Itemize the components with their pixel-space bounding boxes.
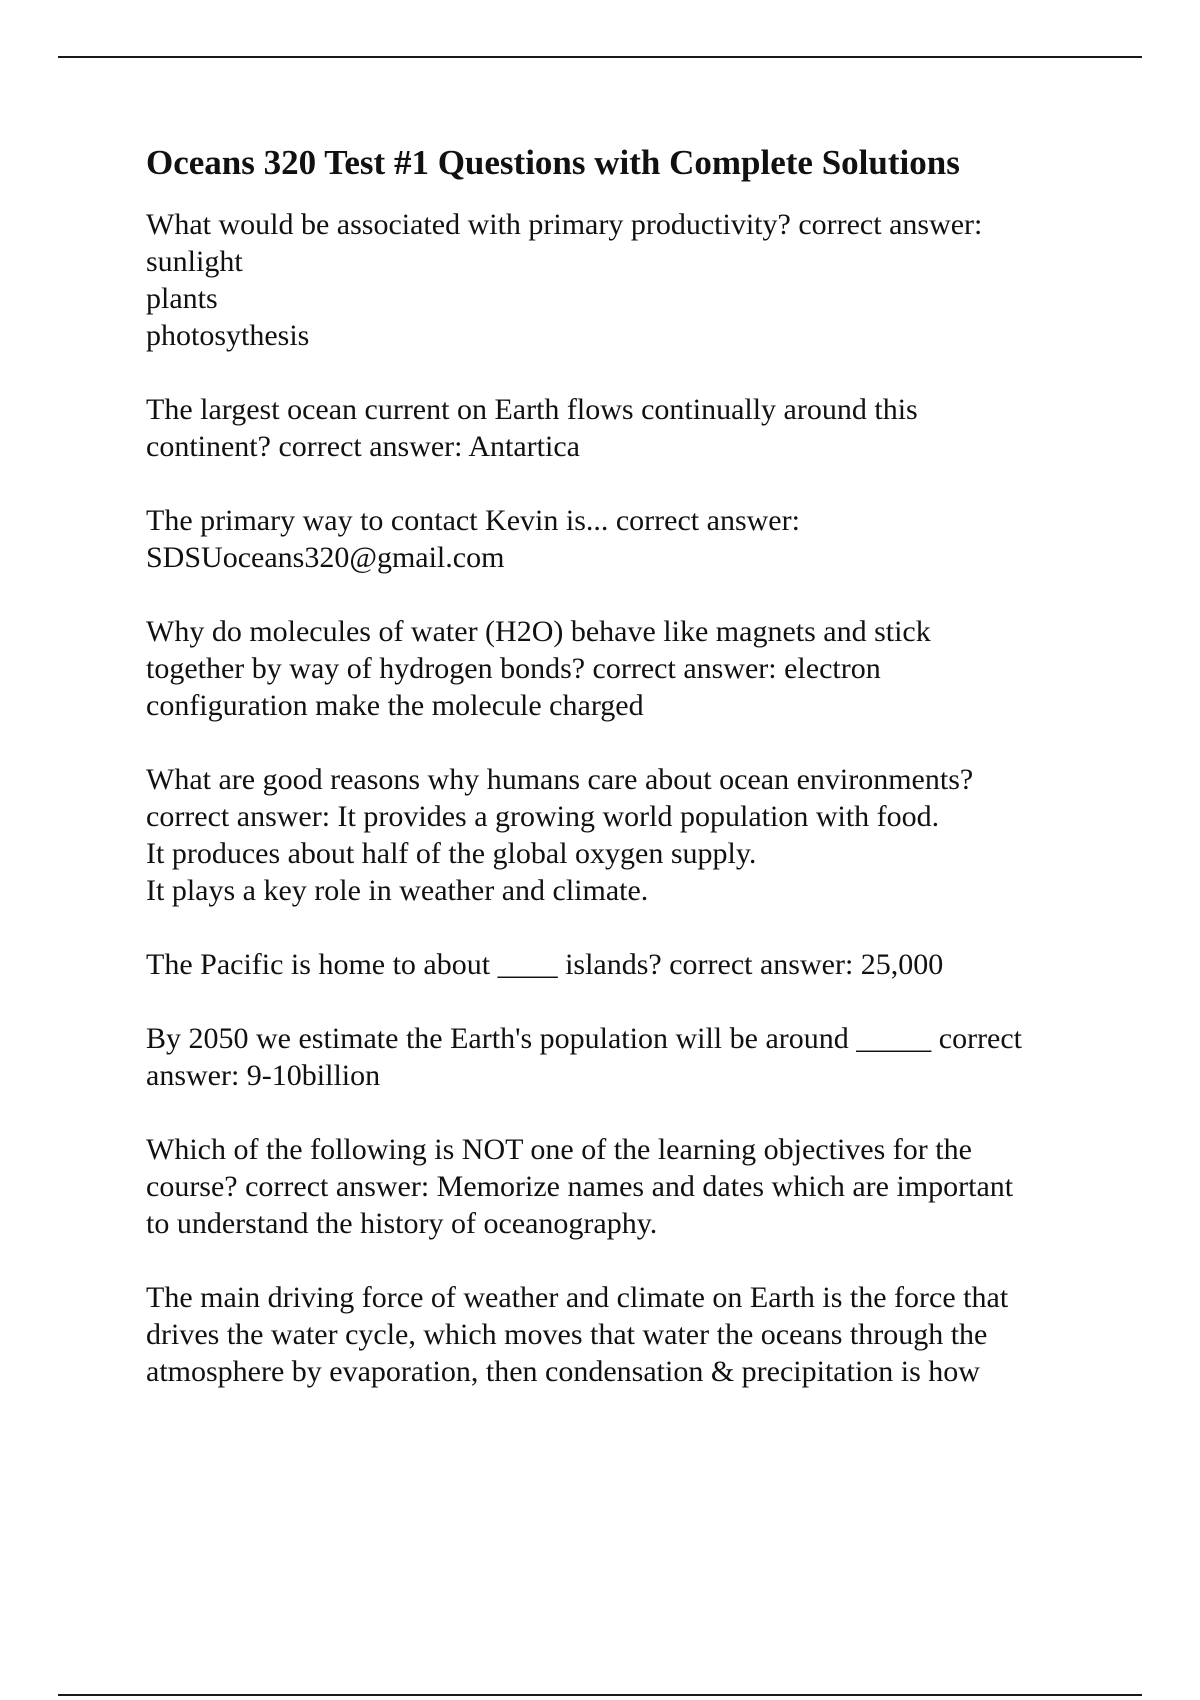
qa-line: sunlight xyxy=(146,245,243,278)
qa-line: It plays a key role in weather and climate. xyxy=(146,874,649,907)
qa-line: The Pacific is home to about ____ islands? correct answer: 25,000 xyxy=(146,948,944,981)
qa-line: What would be associated with primary productivity? correct answer: xyxy=(146,208,983,241)
qa-line: continent? correct answer: Antartica xyxy=(146,430,580,463)
qa-entry xyxy=(146,1020,1106,1094)
qa-entry xyxy=(146,391,1106,465)
qa-line: photosythesis xyxy=(146,319,310,352)
qa-line: Why do molecules of water (H2O) behave like magnets and stick xyxy=(146,615,931,648)
top-divider xyxy=(58,56,1142,58)
qa-line: course? correct answer: Memorize names and dates which are important xyxy=(146,1170,1014,1203)
document-title: Oceans 320 Test #1 Questions with Complete Solutions xyxy=(146,143,960,182)
qa-line: drives the water cycle, which moves that water the oceans through the xyxy=(146,1318,988,1351)
qa-line: to understand the history of oceanography. xyxy=(146,1207,658,1240)
qa-entry xyxy=(146,1131,1106,1242)
qa-entry xyxy=(146,502,1106,576)
qa-line: The largest ocean current on Earth flows continually around this xyxy=(146,393,918,426)
qa-line: It produces about half of the global oxygen supply. xyxy=(146,837,757,870)
qa-line: plants xyxy=(146,282,218,315)
qa-line: What are good reasons why humans care about ocean environments? xyxy=(146,763,974,796)
bottom-divider xyxy=(58,1694,1142,1696)
qa-entry xyxy=(146,1279,1106,1390)
qa-line: The main driving force of weather and climate on Earth is the force that xyxy=(146,1281,1009,1314)
qa-line: answer: 9-10billion xyxy=(146,1059,381,1092)
qa-line: The primary way to contact Kevin is... correct answer: xyxy=(146,504,800,537)
qa-line: atmosphere by evaporation, then condensation & precipitation is how xyxy=(146,1355,980,1388)
qa-line: correct answer: It provides a growing world population with food. xyxy=(146,800,940,833)
qa-line: configuration make the molecule charged xyxy=(146,689,644,722)
qa-entry xyxy=(146,613,1106,724)
qa-line: SDSUoceans320@gmail.com xyxy=(146,541,505,574)
qa-entry xyxy=(146,761,1106,909)
qa-line: By 2050 we estimate the Earth's population will be around _____ correct xyxy=(146,1022,1023,1055)
qa-line: together by way of hydrogen bonds? correct answer: electron xyxy=(146,652,881,685)
qa-entry xyxy=(146,206,1106,354)
qa-entry xyxy=(146,946,1106,983)
qa-line: Which of the following is NOT one of the learning objectives for the xyxy=(146,1133,972,1166)
document-body xyxy=(146,140,1106,1427)
